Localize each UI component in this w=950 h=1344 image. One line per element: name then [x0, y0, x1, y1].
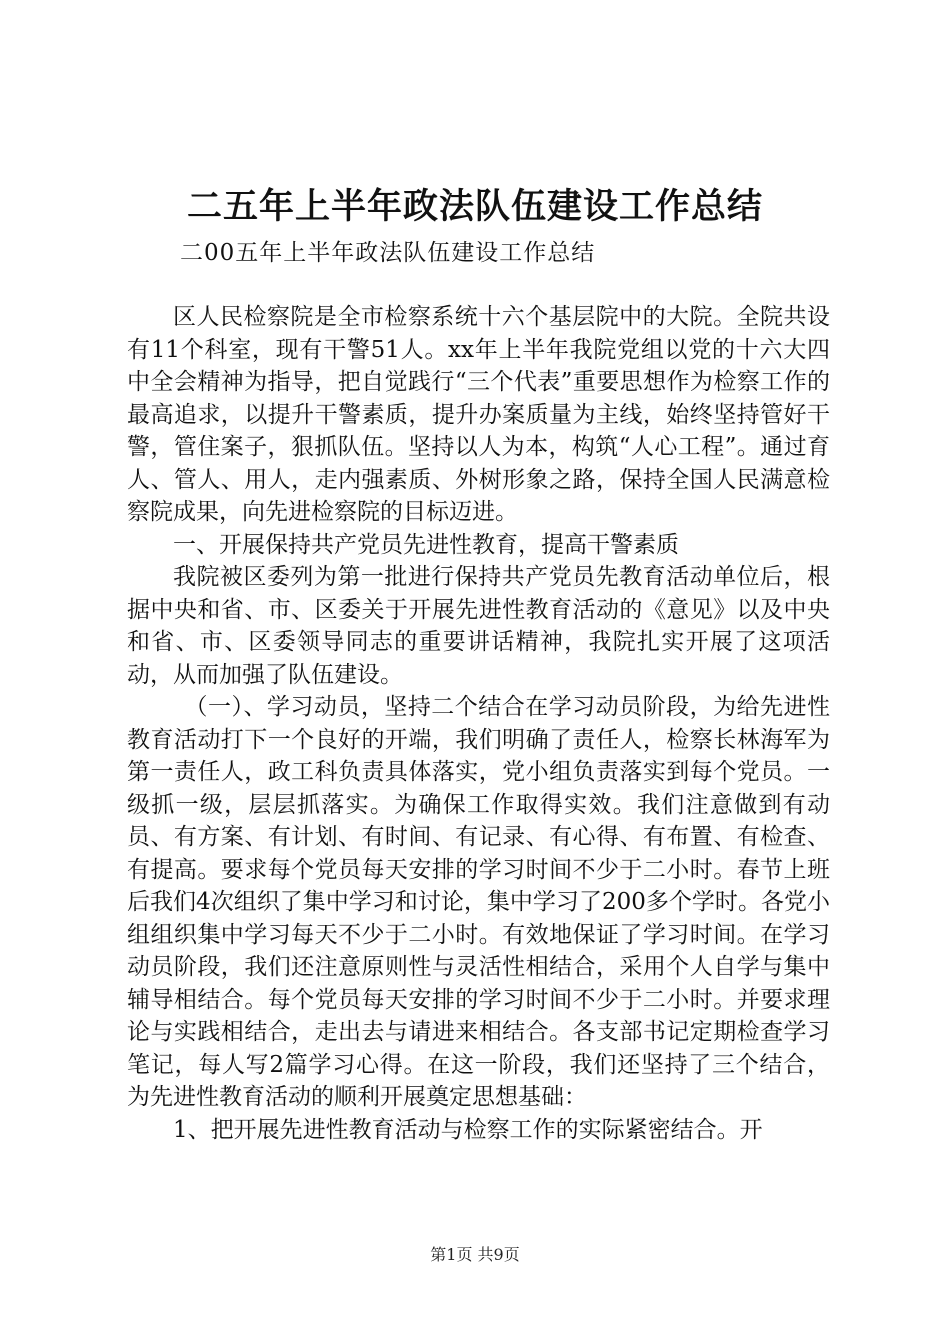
page-footer: 第1页 共9页 — [430, 1245, 520, 1264]
paragraph-intro: 区人民检察院是全市检察系统十六个基层院中的大院。全院共设有11个科室，现有干警51人。xx年上半年我院党组以党的十六大四中全会精神为指导，把自觉践行“三个代表”重要思想作为检察工作的最高追求，以提升干警素质，提升办案质量为主线，始终坚持管好干警，管住案子，狠抓队伍。坚持以人为本，构筑“人心工程”。通过育人、管人、用人，走内强素质、外树形象之路，保持全国人民满意检察院成果，向先进检察院的目标迈进。 — [127, 304, 830, 525]
paragraph-section-1: 我院被区委列为第一批进行保持共产党员先教育活动单位后，根据中央和省、市、区委关于开展先进性教育活动的《意见》以及中央和省、市、区委领导同志的重要讲话精神，我院扎实开展了这项活动，从而加强了队伍建设。 — [127, 564, 830, 688]
document-title: 二五年上半年政法队伍建设工作总结 — [186, 186, 763, 227]
paragraph-item-1: 1、把开展先进性教育活动与检察工作的实际紧密结合。开 — [173, 1116, 763, 1143]
section-heading-1: 一、开展保持共产党员先进性教育，提高干警素质 — [173, 531, 679, 558]
paragraph-subsection-1: （一）、学习动员，坚持二个结合在学习动员阶段，为给先进性教育活动打下一个良好的开端，我们明确了责任人，检察长林海军为第一责任人，政工科负责具体落实，党小组负责落实到每个党员。一级抓一级，层层抓落实。为确保工作取得实效。我们注意做到有动员、有方案、有计划、有时间、有记录、有心得、有布置、有检查、有提高。要求每个党员每天安排的学习时间不少于二小时。春节上班后我们4次组织了集中学习和讨论，集中学习了200多个学时。各党小组组织集中学习每天不少于二小时。有效地保证了学习时间。在学习动员阶段，我们还注意原则性与灵活性相结合，采用个人自学与集中辅导相结合。每个党员每天安排的学习时间不少于二小时。并要求理论与实践相结合，走出去与请进来相结合。各支部书记定期检查学习笔记，每人写2篇学习心得。在这一阶段，我们还坚持了三个结合，为先进性教育活动的顺利开展奠定思想基础： — [127, 694, 830, 1110]
document-body — [127, 301, 830, 1146]
document-subtitle: 二00五年上半年政法队伍建设工作总结 — [180, 240, 596, 266]
